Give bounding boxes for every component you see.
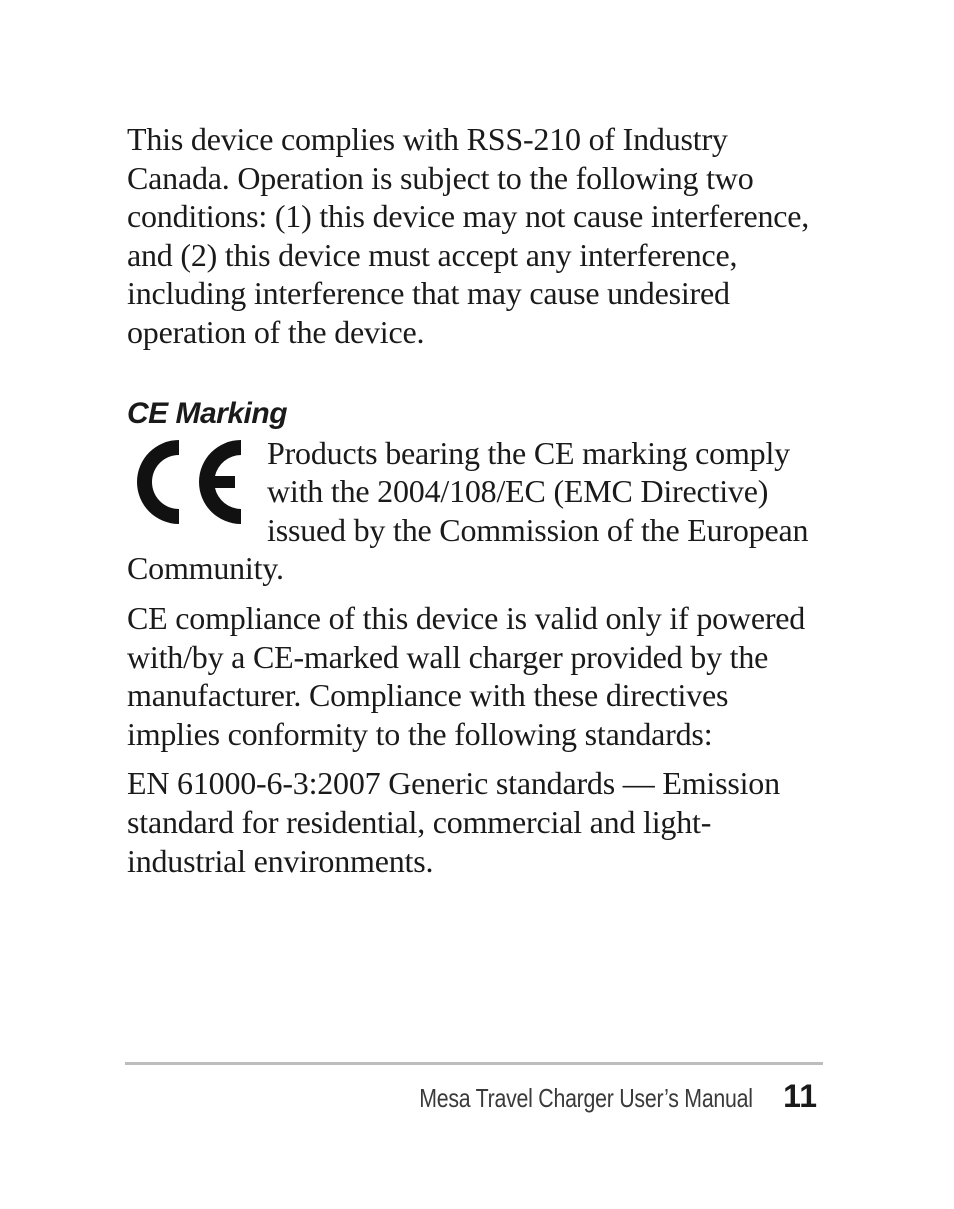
ic-compliance-paragraph: This device complies with RSS-210 of Industry Canada. Operation is subject to the following two conditions: (1) this device may not cause interference, and (2) this device must accept any interference, including interference that may cause undesired operation of the device. — [127, 121, 810, 350]
footer-manual-title: Mesa Travel Charger User’s Manual — [419, 1083, 754, 1113]
ce-compliance-paragraph: CE compliance of this device is valid only if powered with/by a CE-marked wall charger provided by the manufacturer. Compliance with these directives implies conformity to the following standards: — [127, 599, 806, 752]
ce-marking-paragraph: Products bearing the CE marking comply with the 2004/108/EC (EMC Directive) issued by the Commission of the European Community. — [127, 434, 809, 587]
manual-page-content — [127, 120, 827, 880]
ce-marking-block — [127, 434, 827, 588]
page-footer — [346, 1078, 817, 1115]
page-number: 11 — [783, 1078, 817, 1114]
standard-paragraph: EN 61000-6-3:2007 Generic standards — Emission standard for residential, commercial and light-industrial environments. — [127, 765, 780, 879]
ce-mark-icon — [135, 438, 243, 526]
ce-marking-heading: CE Marking — [127, 396, 288, 430]
footer-divider — [125, 1062, 823, 1065]
